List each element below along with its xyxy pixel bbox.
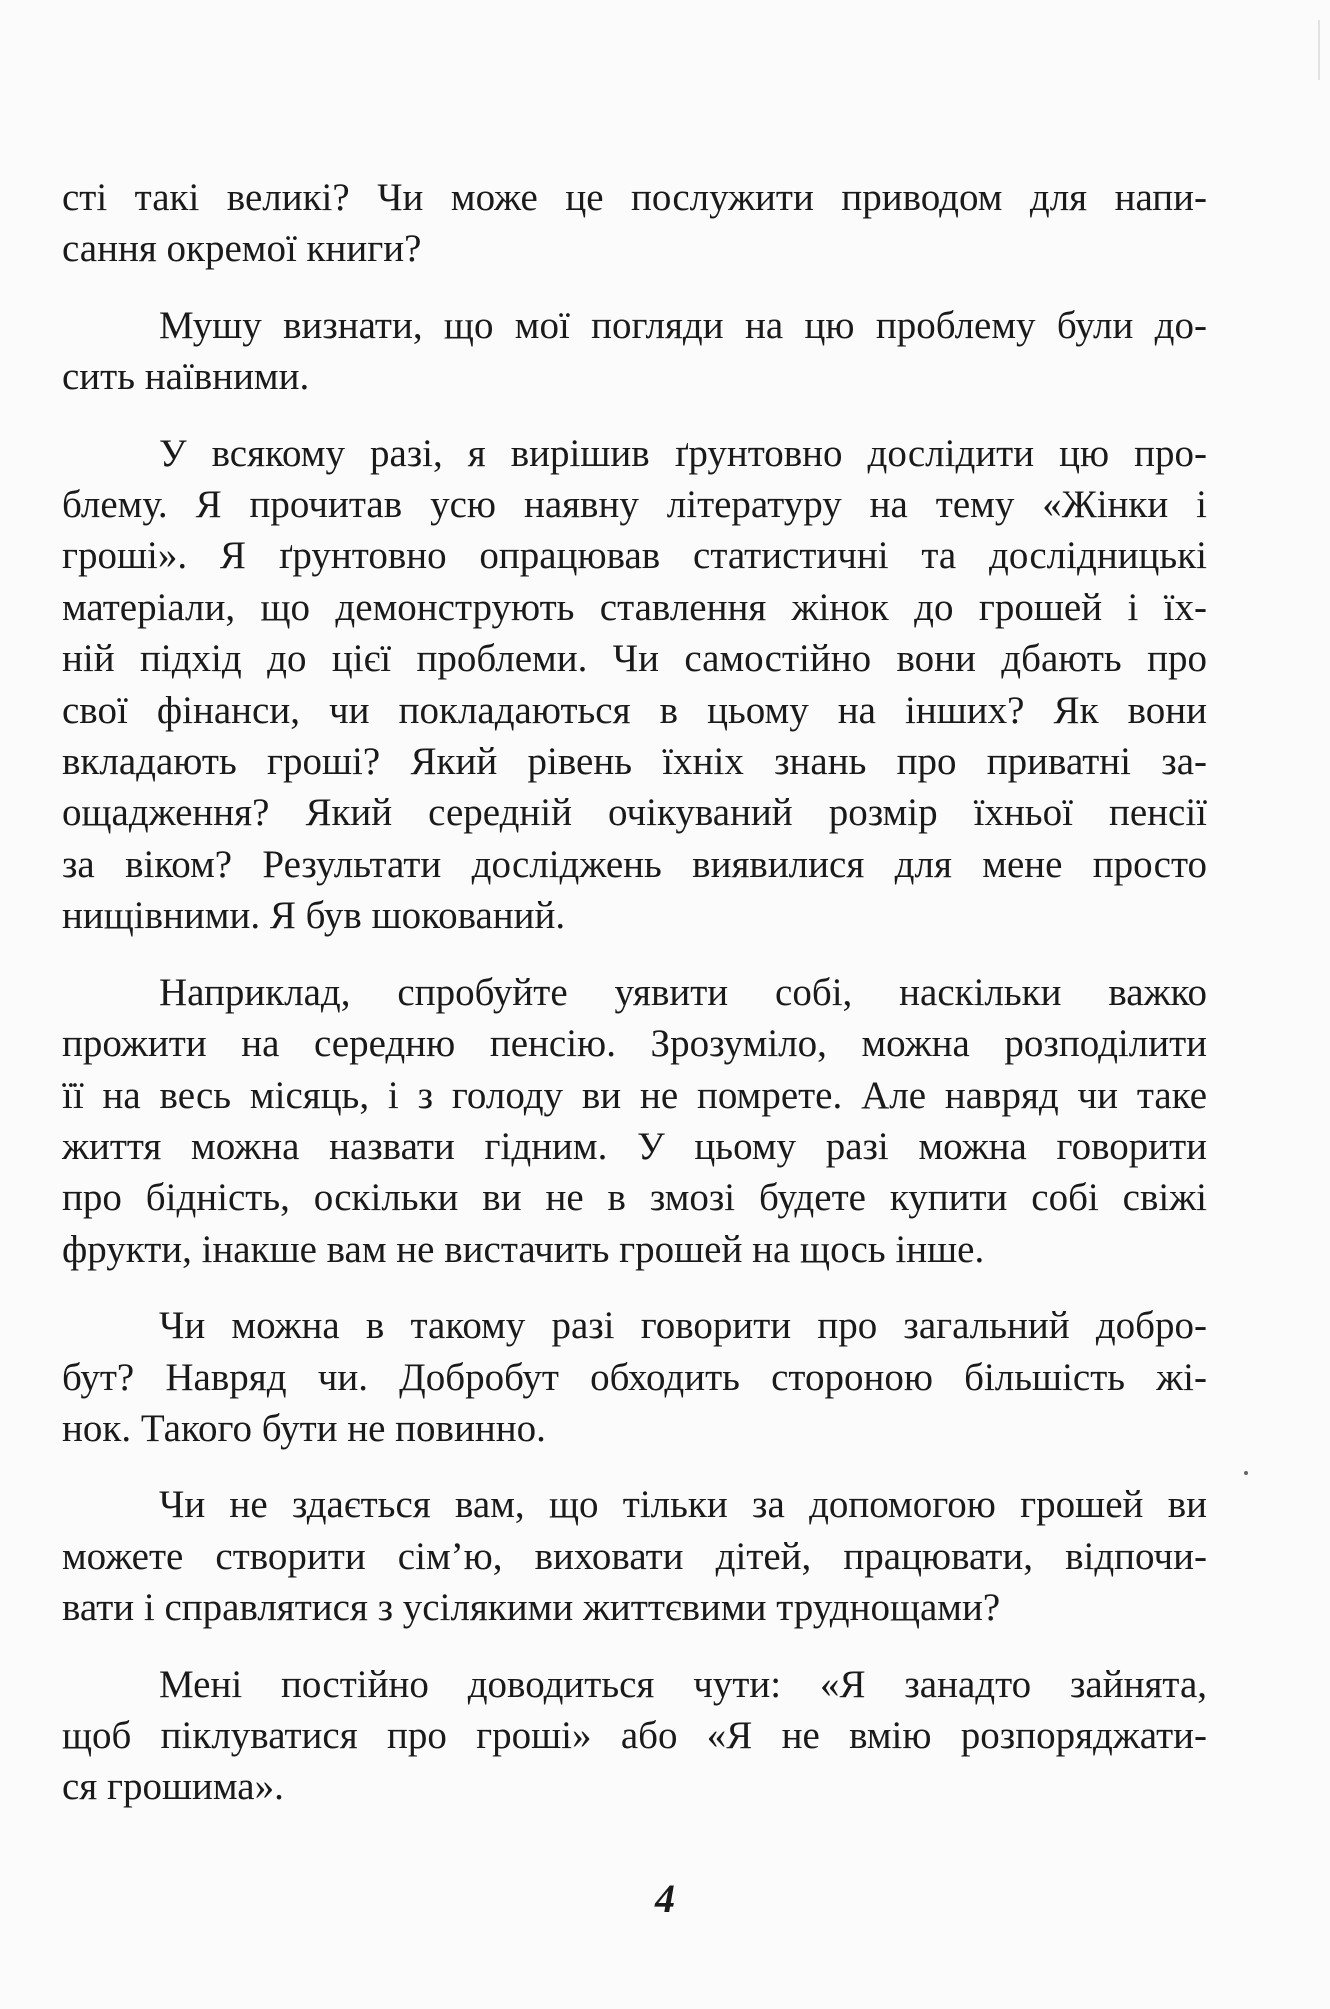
text-line: блему. Я прочитав усю наявну літературу на тему «Жінки і <box>62 483 1207 527</box>
paragraph <box>62 1479 1207 1633</box>
text-line: ній підхід до цієї проблеми. Чи самостійно вони дбають про <box>62 637 1207 681</box>
page-number: 4 <box>655 1876 675 1921</box>
text-line: життя можна назвати гідним. У цьому разі можна говорити <box>62 1124 1207 1168</box>
text-line: нищівними. Я був шокований. <box>62 894 566 938</box>
paragraph <box>62 300 1207 403</box>
text-line: нок. Такого бути не повинно. <box>62 1406 546 1450</box>
text-line: щоб піклуватися про гроші» або «Я не вмію розпоряджати- <box>62 1713 1207 1757</box>
paragraph <box>62 172 1207 275</box>
paragraph <box>62 1300 1207 1454</box>
text-line: У всякому разі, я вирішив ґрунтовно дослідити цю про- <box>159 431 1207 475</box>
text-line: ся грошима». <box>62 1765 284 1809</box>
text-line: її на весь місяць, і з голоду ви не помрете. Але навряд чи таке <box>62 1073 1207 1117</box>
text-line: сання окремої книги? <box>62 227 422 271</box>
text-line: вати і справлятися з усілякими життєвими труднощами? <box>62 1586 1001 1630</box>
text-line: можете створити сім’ю, виховати дітей, працювати, відпочи- <box>62 1534 1207 1578</box>
text-line: сить наївними. <box>62 355 310 399</box>
body-text <box>62 172 1207 1813</box>
text-line: Чи не здається вам, що тільки за допомогою грошей ви <box>159 1483 1207 1527</box>
text-line: прожити на середню пенсію. Зрозуміло, можна розподілити <box>62 1022 1207 1066</box>
scan-edge-mark <box>1318 20 1320 80</box>
text-line: матеріали, що демонструють ставлення жінок до грошей і їх- <box>62 585 1207 629</box>
text-line: вкладають гроші? Який рівень їхніх знань про приватні за- <box>62 740 1207 784</box>
text-line: Мені постійно доводиться чути: «Я занадто зайнята, <box>159 1662 1207 1706</box>
text-line: Наприклад, спробуйте уявити собі, наскільки важко <box>159 970 1207 1014</box>
text-line: фрукти, інакше вам не вистачить грошей на щось інше. <box>62 1227 985 1271</box>
text-line: свої фінанси, чи покладаються в цьому на інших? Як вони <box>62 688 1207 732</box>
text-line: гроші». Я ґрунтовно опрацював статистичні та дослідницькі <box>62 534 1207 578</box>
scan-speck <box>1244 1471 1248 1475</box>
text-line: про бідність, оскільки ви не в змозі будете купити собі свіжі <box>62 1176 1207 1220</box>
text-line: сті такі великі? Чи може це послужити приводом для напи- <box>62 176 1207 219</box>
text-line: Мушу визнати, що мої погляди на цю проблему були до- <box>159 303 1207 347</box>
text-line: бут? Навряд чи. Добробут обходить стороною більшість жі- <box>62 1355 1207 1399</box>
text-line: ощадження? Який середній очікуваний розмір їхньої пенсії <box>62 791 1207 835</box>
paragraph <box>62 1659 1207 1813</box>
paragraph <box>62 428 1207 942</box>
text-line: за віком? Результати досліджень виявилися для мене просто <box>62 842 1207 886</box>
text-line: Чи можна в такому разі говорити про загальний добро- <box>159 1304 1207 1348</box>
paragraph <box>62 967 1207 1275</box>
